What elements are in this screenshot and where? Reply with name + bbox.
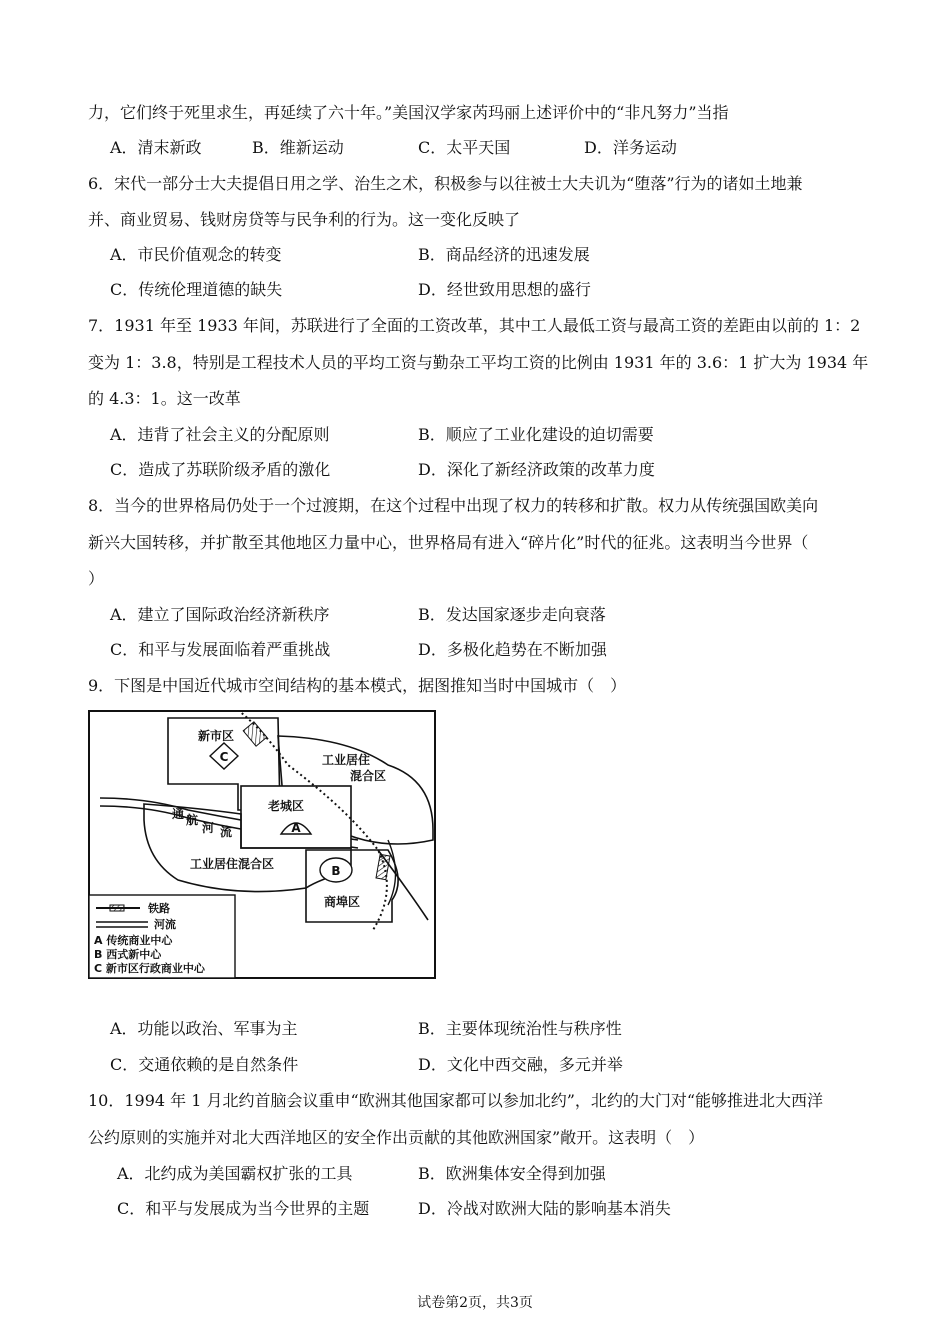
legend-a: A 传统商业中心 [94,934,173,947]
q5-option-d: D．洋务运动 [584,138,677,157]
page-footer: 试卷第2页，共3页 [417,1295,533,1311]
q6-option-a: A．市民价值观念的转变 [110,245,282,264]
q7-option-d: D．深化了新经济政策的改革力度 [418,460,655,479]
q8-option-c: C．和平与发展面临着严重挑战 [110,640,331,659]
q5-option-c: C．太平天国 [418,138,511,157]
label-canal-3: 河 [202,821,215,835]
q8-option-a: A．建立了国际政治经济新秩序 [110,605,330,624]
marker-a-label: A [291,821,301,835]
marker-c-label: C [219,750,229,764]
label-canal-2: 航 [186,813,199,827]
q10-option-c: C．和平与发展成为当今世界的主题 [117,1199,370,1218]
old-city-area [241,786,351,848]
label-old-city: 老城区 [268,799,305,813]
marker-b-label: B [331,864,341,878]
q10-option-b: B．欧洲集体安全得到加强 [418,1164,606,1183]
q7-option-b: B．顺应了工业化建设的迫切需要 [418,425,654,444]
question-6-line-1: 6．宋代一部分士大夫提倡日用之学、治生之术，积极参与以往被士大夫讥为“堕落”行为的诸如土地兼 [88,174,803,193]
question-9-line-1: 9．下图是中国近代城市空间结构的基本模式，据图推知当时中国城市（ ） [88,676,627,695]
label-canal-1: 通 [172,807,185,821]
question-10-line-2: 公约原则的实施并对北大西洋地区的安全作出贡献的其他欧洲国家”敞开。这表明（ ） [88,1128,705,1147]
q5-option-a: A．清末新政 [110,138,202,157]
label-industrial-1-a: 工业居住 [322,753,371,767]
question-7-line-1: 7．1931 年至 1933 年间，苏联进行了全面的工资改革，其中工人最低工资与最高工资的差距由以前的 1：2 [88,316,861,335]
legend-river: 河流 [154,918,176,931]
q7-option-c: C．造成了苏联阶级矛盾的激化 [110,460,331,479]
q6-option-b: B．商品经济的迅速发展 [418,245,590,264]
q9-option-c: C．交通依赖的是自然条件 [110,1055,299,1074]
label-industrial-2: 工业居住混合区 [190,857,275,871]
legend-c: C 新市区行政商业中心 [94,962,205,975]
q10-option-a: A．北约成为美国霸权扩张的工具 [117,1164,353,1183]
legend-rail: 铁路 [148,902,170,915]
label-trade-port: 商埠区 [324,895,361,909]
q6-option-d: D．经世致用思想的盛行 [418,280,591,299]
question-7-line-2: 变为 1：3.8，特别是工程技术人员的平均工资与勤杂工平均工资的比例由 1931 年的 3.6：1 扩大为 1934 年 [88,353,869,372]
question-8-line-2: 新兴大国转移，并扩散至其他地区力量中心，世界格局有进入“碎片化”时代的征兆。这表明当今世界（ [88,533,809,552]
label-canal-4: 流 [220,825,233,839]
label-new-district: 新市区 [198,729,235,743]
q5-option-b: B．维新运动 [252,138,344,157]
question-8-line-1: 8．当今的世界格局仍处于一个过渡期，在这个过程中出现了权力的转移和扩散。权力从传统强国欧美向 [88,496,819,515]
question-8-line-3: ） [88,569,105,588]
legend-b: B 西式新中心 [94,948,162,961]
q8-option-d: D．多极化趋势在不断加强 [418,640,607,659]
question-10-line-1: 10．1994 年 1 月北约首脑会议重申“欧洲其他国家都可以参加北约”，北约的大门对“能够推进北大西洋 [88,1091,824,1110]
city-structure-map [88,710,438,980]
q9-option-d: D．文化中西交融，多元并举 [418,1055,623,1074]
question-7-line-3: 的 4.3：1。这一改革 [88,389,241,408]
question-6-line-2: 并、商业贸易、钱财房贷等与民争利的行为。这一变化反映了 [88,210,521,229]
q7-option-a: A．违背了社会主义的分配原则 [110,425,330,444]
q9-option-a: A．功能以政治、军事为主 [110,1019,298,1038]
label-industrial-1-b: 混合区 [350,769,387,783]
question-5-tail: 力，它们终于死里求生，再延续了六十年。”美国汉学家芮玛丽上述评价中的“非凡努力”当指 [88,103,729,122]
q10-option-d: D．冷战对欧洲大陆的影响基本消失 [418,1199,671,1218]
q8-option-b: B．发达国家逐步走向衰落 [418,605,606,624]
q6-option-c: C．传统伦理道德的缺失 [110,280,283,299]
q9-option-b: B．主要体现统治性与秩序性 [418,1019,622,1038]
